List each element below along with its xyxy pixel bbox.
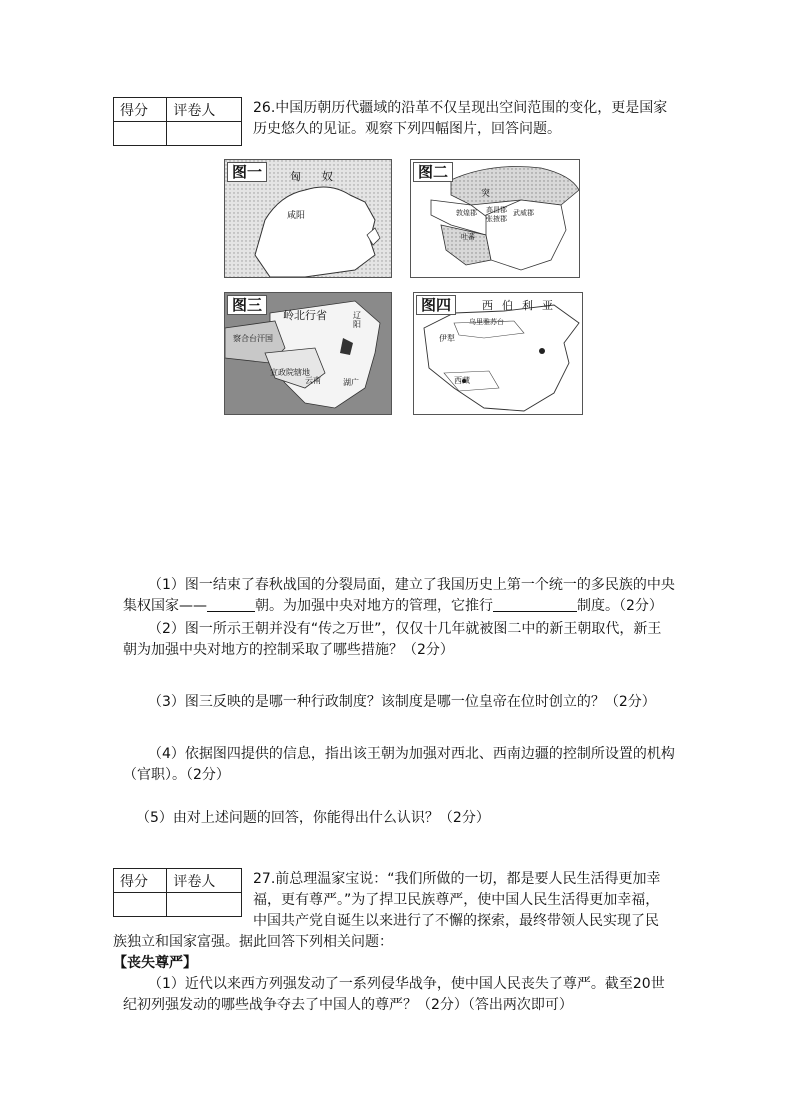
map-2-place-2: 敦煌郡	[456, 209, 477, 217]
map-2-place-3: 高昌郡	[486, 206, 507, 214]
score-header: 得分	[114, 869, 167, 893]
q27-intro-line1: 27.前总理温家宝说：“我们所做的一切，都是要人民生活得更加幸	[253, 871, 661, 887]
map-3-place-6: 湖广	[343, 378, 359, 387]
map-2-han	[410, 159, 580, 278]
q26-intro-line1: 26.中国历朝历代疆域的沿革不仅呈现出空间范围的变化，更是国家	[253, 100, 668, 116]
q26-sub1-text-c: 制度。（2分）	[577, 598, 663, 614]
map-3-place-1: 岭北行省	[283, 309, 327, 322]
grader-cell	[167, 122, 242, 146]
map-1-place-2: 奴	[322, 170, 333, 183]
grader-header: 评卷人	[167, 869, 242, 893]
q27-section-title: 【丧失尊严】	[113, 955, 197, 971]
grader-cell	[167, 893, 242, 917]
map-4-place-6: 伊犁	[439, 334, 455, 343]
q26-sub1-text-a: 集权国家——	[123, 598, 207, 614]
map-3-place-4: 宣政院辖地	[270, 368, 310, 377]
map-2-label: 图二	[413, 162, 453, 182]
map-4-place-2: 伯	[502, 299, 513, 312]
map-2-place-4: 张掖郡	[486, 215, 507, 223]
map-3-place-3: 察合台汗国	[233, 334, 273, 343]
map-3-label: 图三	[227, 295, 267, 315]
map-2-place-6: 吐蕃	[461, 233, 475, 241]
q27-sub1-line2: 纪初列强发动的哪些战争夺去了中国人的尊严？（2分）（答出两次即可）	[123, 997, 573, 1013]
score-header: 得分	[114, 98, 167, 122]
map-4-qing	[413, 292, 583, 415]
map-4-place-4: 亚	[542, 299, 553, 312]
map-3-place-2: 辽阳	[353, 311, 361, 329]
map-3-yuan	[224, 292, 392, 415]
score-table-q27	[113, 868, 242, 917]
map-1-place-3: 咸阳	[287, 211, 306, 221]
map-1-label: 图一	[227, 162, 267, 182]
q26-blank-system[interactable]	[493, 596, 577, 612]
q26-sub5: （5）由对上述问题的回答，你能得出什么认识？（2分）	[136, 810, 490, 826]
q26-sub2-line2: 朝为加强中央对地方的控制采取了哪些措施？（2分）	[123, 642, 454, 658]
q26-sub3: （3）图三反映的是哪一种行政制度？该制度是哪一位皇帝在位时创立的？（2分）	[148, 694, 656, 710]
map-4-place-1: 西	[482, 299, 493, 312]
map-1-place-1: 匈	[290, 170, 301, 183]
q27-intro-line2: 福，更有尊严。”为了捍卫民族尊严，使中国人民生活得更加幸福，	[253, 892, 660, 908]
q26-sub4-line1: （4）依据图四提供的信息，指出该王朝为加强对西北、西南边疆的控制所设置的机构	[148, 746, 675, 762]
map-1-qin	[224, 159, 392, 278]
map-2-place-5: 武威郡	[513, 209, 534, 217]
q27-intro-line3: 中国共产党自诞生以来进行了不懈的探索，最终带领人民实现了民	[253, 913, 659, 929]
map-3-place-5: 云南	[305, 376, 321, 385]
q27-sub1-line1: （1）近代以来西方列强发动了一系列侵华战争，使中国人民丧失了尊严。截至20世	[148, 976, 665, 992]
map-4-place-5: 乌里雅苏台	[469, 318, 504, 326]
score-cell	[114, 122, 167, 146]
map-4-label: 图四	[416, 295, 456, 315]
score-cell	[114, 893, 167, 917]
map-2-place-1: 突	[481, 189, 491, 199]
map-4-place-7: 西藏	[454, 376, 470, 385]
q26-sub1-line1: （1）图一结束了春秋战国的分裂局面，建立了我国历史上第一个统一的多民族的中央	[148, 577, 675, 593]
q26-sub1-line2	[123, 596, 663, 617]
q26-sub4-line2: （官职）。（2分）	[123, 767, 230, 783]
q26-intro-line2: 历史悠久的见证。观察下列四幅图片，回答问题。	[253, 121, 561, 137]
score-table-q26	[113, 97, 242, 146]
q26-sub2-line1: （2）图一所示王朝并没有“传之万世”，仅仅十几年就被图二中的新王朝取代，新王	[148, 621, 662, 637]
q27-intro-line4: 族独立和国家富强。据此回答下列相关问题：	[113, 934, 393, 950]
q26-sub1-text-b: 朝。为加强中央对地方的管理，它推行	[255, 598, 493, 614]
map-4-place-3: 利	[522, 299, 533, 312]
q26-blank-dynasty[interactable]	[207, 596, 255, 612]
grader-header: 评卷人	[167, 98, 242, 122]
